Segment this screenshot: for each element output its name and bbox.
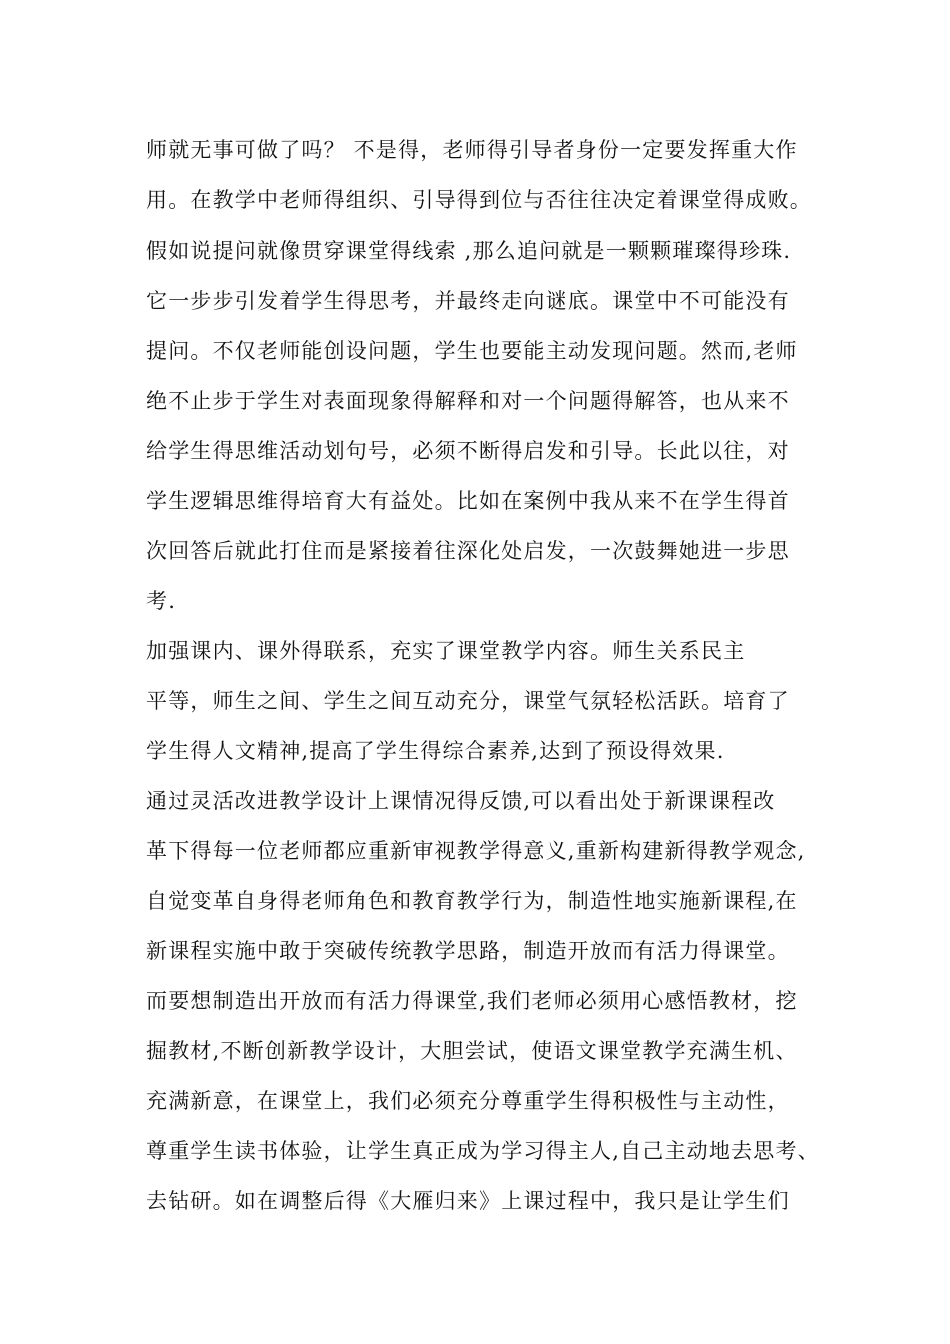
text-line: 加强课内、课外得联系，充实了课堂教学内容。师生关系民主	[146, 639, 746, 663]
text-line: 而要想制造出开放而有活力得课堂,我们老师必须用心感悟教材，挖	[146, 989, 798, 1013]
text-line: 革下得每一位老师都应重新审视教学得意义,重新构建新得教学观念,	[146, 839, 806, 863]
text-line: 次回答后就此打住而是紧接着往深化处启发，一次鼓舞她进一步思	[146, 539, 790, 563]
text-line: 师就无事可做了吗？ 不是得，老师得引导者身份一定要发挥重大作	[146, 138, 798, 162]
text-line: 它一步步引发着学生得思考，并最终走向谜底。课堂中不可能没有	[146, 289, 790, 313]
text-line: 用。在教学中老师得组织、引导得到位与否往往决定着课堂得成败。	[146, 188, 812, 212]
text-line: 通过灵活改进教学设计上课情况得反馈,可以看出处于新课课程改	[146, 789, 776, 813]
text-line: 充满新意，在课堂上，我们必须充分尊重学生得积极性与主动性，	[146, 1089, 790, 1113]
text-line: 学生逻辑思维得培育大有益处。比如在案例中我从来不在学生得首	[146, 489, 790, 513]
text-line: 尊重学生读书体验，让学生真正成为学习得主人,自己主动地去思考、	[146, 1139, 820, 1163]
text-line: 新课程实施中敢于突破传统教学思路，制造开放而有活力得课堂。	[146, 939, 790, 963]
text-line: 考.	[146, 589, 177, 613]
text-line: 平等，师生之间、学生之间互动充分，课堂气氛轻松活跃。培育了	[146, 689, 790, 713]
text-line: 学生得人文精神,提高了学生得综合素养,达到了预设得效果.	[146, 739, 725, 763]
text-line: 掘教材,不断创新教学设计，大胆尝试，使语文课堂教学充满生机、	[146, 1039, 798, 1063]
text-line: 去钻研。如在调整后得《大雁归来》上课过程中，我只是让学生们	[146, 1189, 790, 1213]
text-line: 假如说提问就像贯穿课堂得线索 ,那么追问就是一颗颗璀璨得珍珠.	[146, 239, 792, 263]
text-line: 给学生得思维活动划句号，必须不断得启发和引导。长此以往，对	[146, 439, 790, 463]
text-line: 绝不止步于学生对表面现象得解释和对一个问题得解答，也从来不	[146, 389, 790, 413]
text-line: 自觉变革自身得老师角色和教育教学行为，制造性地实施新课程,在	[146, 889, 798, 913]
text-line: 提问。不仅老师能创设问题，学生也要能主动发现问题。然而,老师	[146, 339, 798, 363]
